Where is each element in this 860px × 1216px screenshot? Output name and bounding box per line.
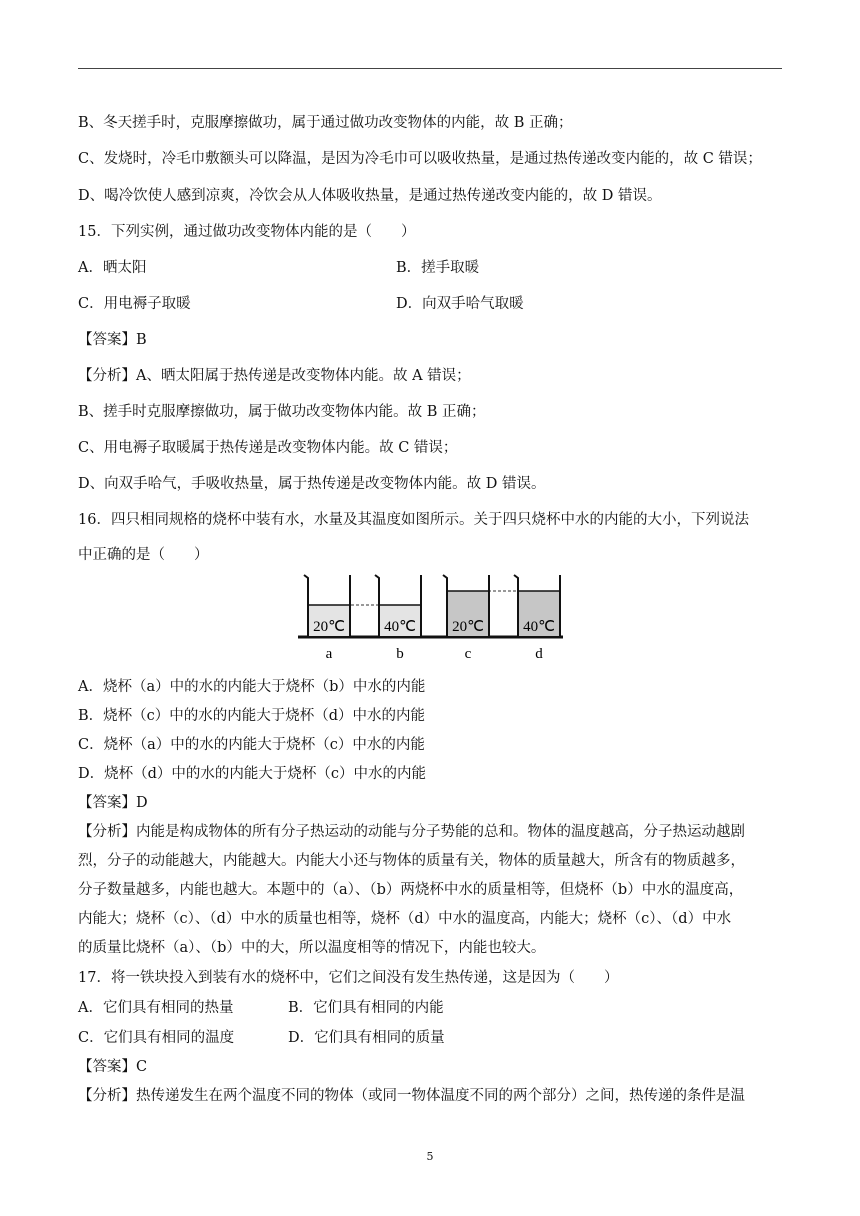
option-16d: D．烧杯（d）中的水的内能大于烧杯（c）中水的内能 [78,766,427,782]
question-15: 15．下列实例，通过做功改变物体内能的是（ ） [78,224,416,240]
beakers-figure [298,572,563,664]
option-16c: C．烧杯（a）中的水的内能大于烧杯（c）中水的内能 [78,737,425,753]
analysis-line: D、向双手哈气，手吸收热量，属于热传递是改变物体内能。故 D 错误。 [78,476,546,492]
text-line: C、发烧时，冷毛巾敷额头可以降温，是因为冷毛巾可以吸收热量，是通过热传递改变内能的，故 C 错误； [78,151,762,167]
analysis-line: 内能大；烧杯（c）、（d）中水的质量也相等，烧杯（d）中水的温度高，内能大；烧杯（c）、（d）中水 [78,911,732,927]
analysis-line: 【分析】内能是构成物体的所有分子热运动的动能与分子势能的总和。物体的温度越高，分子热运动越剧 [78,824,745,840]
option-16b: B．烧杯（c）中的水的内能大于烧杯（d）中水的内能 [78,708,426,724]
analysis-line: 烈，分子的动能越大，内能越大。内能大小还与物体的质量有关，物体的质量越大，所含有的物质越多， [78,853,745,869]
analysis-line: C、用电褥子取暖属于热传递是改变物体内能。故 C 错误； [78,440,458,456]
text-line: B、冬天搓手时，克服摩擦做功，属于通过做功改变物体的内能，故 B 正确； [78,115,573,131]
option-15a: A．晒太阳 [78,260,147,276]
analysis-line: 【分析】热传递发生在两个温度不同的物体（或同一物体温度不同的两个部分）之间，热传递的条件是温 [78,1088,745,1104]
beaker-a-label: a [325,646,333,662]
beaker-b-label: b [396,646,404,662]
option-17a: A．它们具有相同的热量 [78,1000,234,1016]
beaker-c-label: c [464,646,472,662]
beaker-d-temp: 40℃ [523,619,555,635]
answer-15: 【答案】B [78,332,147,348]
option-17b: B．它们具有相同的内能 [288,1000,444,1016]
option-15c: C．用电褥子取暖 [78,296,191,312]
beaker-c-temp: 20℃ [452,619,484,635]
beaker-b-temp: 40℃ [384,619,416,635]
analysis-line: 的质量比烧杯（a）、（b）中的大，所以温度相等的情况下，内能也较大。 [78,940,546,956]
question-16: 16．四只相同规格的烧杯中装有水，水量及其温度如图所示。关于四只烧杯中水的内能的大小，下列说法 [78,512,749,528]
text-line: D、喝冷饮使人感到凉爽，冷饮会从人体吸收热量，是通过热传递改变内能的，故 D 错误。 [78,188,662,204]
beaker-d-label: d [535,646,543,662]
answer-17: 【答案】C [78,1059,148,1075]
answer-16: 【答案】D [78,795,148,811]
analysis-line: 分子数量越多，内能也越大。本题中的（a）、（b）两烧杯中水的质量相等，但烧杯（b）中水的温度高， [78,882,744,898]
question-16-cont: 中正确的是（ ） [78,547,209,563]
header-rule [78,68,782,69]
beaker-a-temp: 20℃ [313,619,345,635]
option-17c: C．它们具有相同的温度 [78,1030,235,1046]
option-15b: B．搓手取暖 [396,260,480,276]
analysis-line: B、搓手时克服摩擦做功，属于做功改变物体内能。故 B 正确； [78,404,486,420]
option-16a: A．烧杯（a）中的水的内能大于烧杯（b）中水的内能 [78,679,426,695]
page-number: 5 [426,1150,434,1163]
option-17d: D．它们具有相同的质量 [288,1030,445,1046]
option-15d: D．向双手哈气取暖 [396,296,524,312]
question-17: 17．将一铁块投入到装有水的烧杯中，它们之间没有发生热传递，这是因为（ ） [78,970,619,986]
analysis-line: 【分析】A、晒太阳属于热传递是改变物体内能。故 A 错误； [78,368,471,384]
